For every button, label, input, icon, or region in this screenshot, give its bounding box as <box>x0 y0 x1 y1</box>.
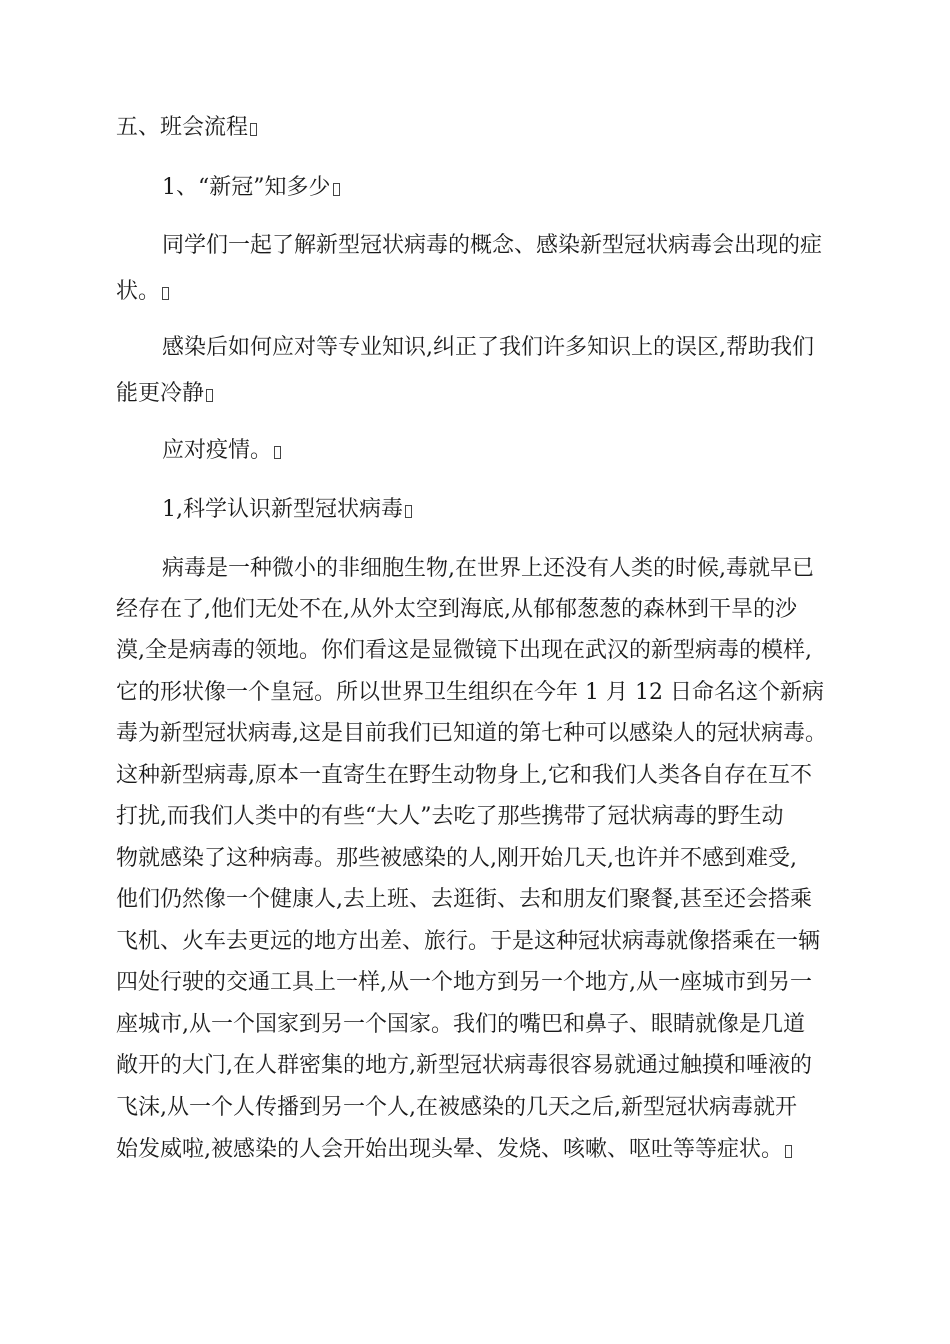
para-4-line-13: 敞开的大门,在人群密集的地方,新型冠状病毒很容易就通过触摸和唾液的 <box>116 1053 812 1078</box>
para-4-line-10: 飞机、火车去更远的地方出差、旅行。于是这种冠状病毒就像搭乘在一辆 <box>116 929 821 954</box>
section-heading <box>116 114 257 142</box>
para-1-line-2-text: 状。 <box>116 279 161 304</box>
subheading-2 <box>162 496 412 524</box>
para-4-line-1: 病毒是一种微小的非细胞生物,在世界上还没有人类的时候,毒就早已 <box>162 556 814 581</box>
para-4-line-14: 飞沫,从一个人传播到另一个人,在被感染的几天之后,新型冠状病毒就开 <box>116 1095 797 1120</box>
para-4-line-9: 他们仍然像一个健康人,去上班、去逛街、去和朋友们聚餐,甚至还会搭乘 <box>116 887 812 912</box>
paragraph-mark-icon <box>250 123 257 136</box>
para-4-line-2: 经存在了,他们无处不在,从外太空到海底,从郁郁葱葱的森林到干旱的沙 <box>116 597 797 622</box>
paragraph-mark-icon <box>206 389 213 402</box>
para-4-line-7: 打扰,而我们人类中的有些“大人”去吃了那些携带了冠状病毒的野生动 <box>116 804 784 829</box>
para-3-text: 应对疫情。 <box>162 438 273 463</box>
subheading-2-text: 1,科学认识新型冠状病毒 <box>162 497 403 522</box>
paragraph-mark-icon <box>405 505 412 518</box>
paragraph-mark-icon <box>274 446 281 459</box>
para-4-line-15-text: 始发威啦,被感染的人会开始出现头晕、发烧、咳嗽、呕吐等等症状。 <box>116 1137 783 1162</box>
paragraph-mark-icon <box>333 183 340 196</box>
para-1-line-2 <box>116 278 169 306</box>
subheading-1-text: 1、“新冠”知多少 <box>162 175 331 200</box>
para-4-line-8: 物就感染了这种病毒。那些被感染的人,刚开始几天,也许并不感到难受, <box>116 846 797 871</box>
para-2-line-1: 感染后如何应对等专业知识,纠正了我们许多知识上的误区,帮助我们 <box>162 335 814 360</box>
para-4-line-15 <box>116 1136 792 1164</box>
para-2-line-2 <box>116 380 213 408</box>
para-3 <box>162 437 281 465</box>
para-1-line-1: 同学们一起了解新型冠状病毒的概念、感染新型冠状病毒会出现的症 <box>162 233 823 258</box>
para-4-line-11: 四处行驶的交通工具上一样,从一个地方到另一个地方,从一座城市到另一 <box>116 970 812 995</box>
subheading-1 <box>162 174 340 202</box>
paragraph-mark-icon <box>162 287 169 300</box>
paragraph-mark-icon <box>785 1145 792 1158</box>
para-4-line-3: 漠,全是病毒的领地。你们看这是显微镜下出现在武汉的新型病毒的模样, <box>116 638 812 663</box>
para-4-line-4: 它的形状像一个皇冠。所以世界卫生组织在今年 1 月 12 日命名这个新病 <box>116 680 824 705</box>
para-2-line-2-text: 能更冷静 <box>116 381 205 406</box>
para-4-line-6: 这种新型病毒,原本一直寄生在野生动物身上,它和我们人类各自存在互不 <box>116 763 812 788</box>
section-heading-text: 五、班会流程 <box>116 115 249 140</box>
para-4-line-12: 座城市,从一个国家到另一个国家。我们的嘴巴和鼻子、眼睛就像是几道 <box>116 1012 805 1037</box>
para-4-line-5: 毒为新型冠状病毒,这是目前我们已知道的第七种可以感染人的冠状病毒。 <box>116 721 827 746</box>
